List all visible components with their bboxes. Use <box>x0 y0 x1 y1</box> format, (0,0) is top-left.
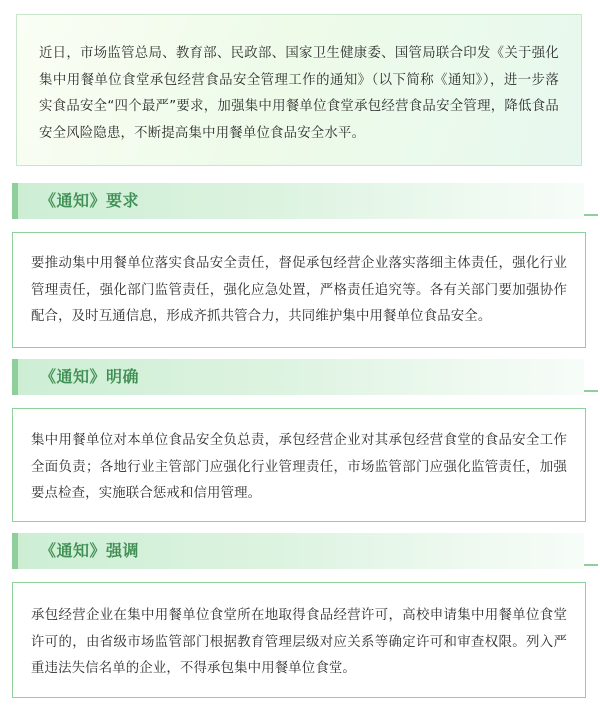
section-body-requirements <box>12 232 586 348</box>
section-header-tail-line <box>584 390 598 392</box>
section-header-tail-line <box>584 564 598 566</box>
intro-box <box>16 14 582 166</box>
section-header-accent-bar <box>12 183 18 219</box>
section-paragraph-clarifies: 集中用餐单位对本单位食品安全负总责，承包经营企业对其承包经营食堂的食品安全工作全面负责；各地行业主管部门应强化行业管理责任，市场监管部门应强化监管责任，加强要点检查，实施联合惩戒和信用管理。 <box>31 433 567 501</box>
section-title-requirements: 《通知》要求 <box>40 191 140 210</box>
section-body-clarifies <box>12 408 586 522</box>
section-paragraph-requirements: 要推动集中用餐单位落实食品安全责任，督促承包经营企业落实落细主体责任，强化行业管理责任，强化部门监管责任，强化应急处置，严格责任追究等。各有关部门要加强协作配合，及时互通信息，形成齐抓共管合力，共同维护集中用餐单位食品安全。 <box>31 256 567 324</box>
intro-paragraph: 近日，市场监管总局、教育部、民政部、国家卫生健康委、国管局联合印发《关于强化集中用餐单位食堂承包经营食品安全管理工作的通知》（以下简称《通知》），进一步落实食品安全“四个最严”要求，加强集中用餐单位食堂承包经营食品安全管理，降低食品安全风险隐患，不断提高集中用餐单位食品安全水平。 <box>39 46 559 141</box>
section-title-clarifies: 《通知》明确 <box>40 367 140 386</box>
section-header-accent-bar <box>12 533 18 569</box>
section-title-emphasizes: 《通知》强调 <box>40 541 140 560</box>
section-header-accent-bar <box>12 359 18 395</box>
section-header-emphasizes <box>12 533 584 569</box>
section-header-requirements <box>12 183 584 219</box>
section-header-clarifies <box>12 359 584 395</box>
section-body-emphasizes <box>12 582 586 698</box>
section-paragraph-emphasizes: 承包经营企业在集中用餐单位食堂所在地取得食品经营许可，高校申请集中用餐单位食堂许可的，由省级市场监管部门根据教育管理层级对应关系等确定许可和审查权限。列入严重违法失信名单的企业，不得承包集中用餐单位食堂。 <box>31 608 567 676</box>
section-header-tail-line <box>584 214 598 216</box>
